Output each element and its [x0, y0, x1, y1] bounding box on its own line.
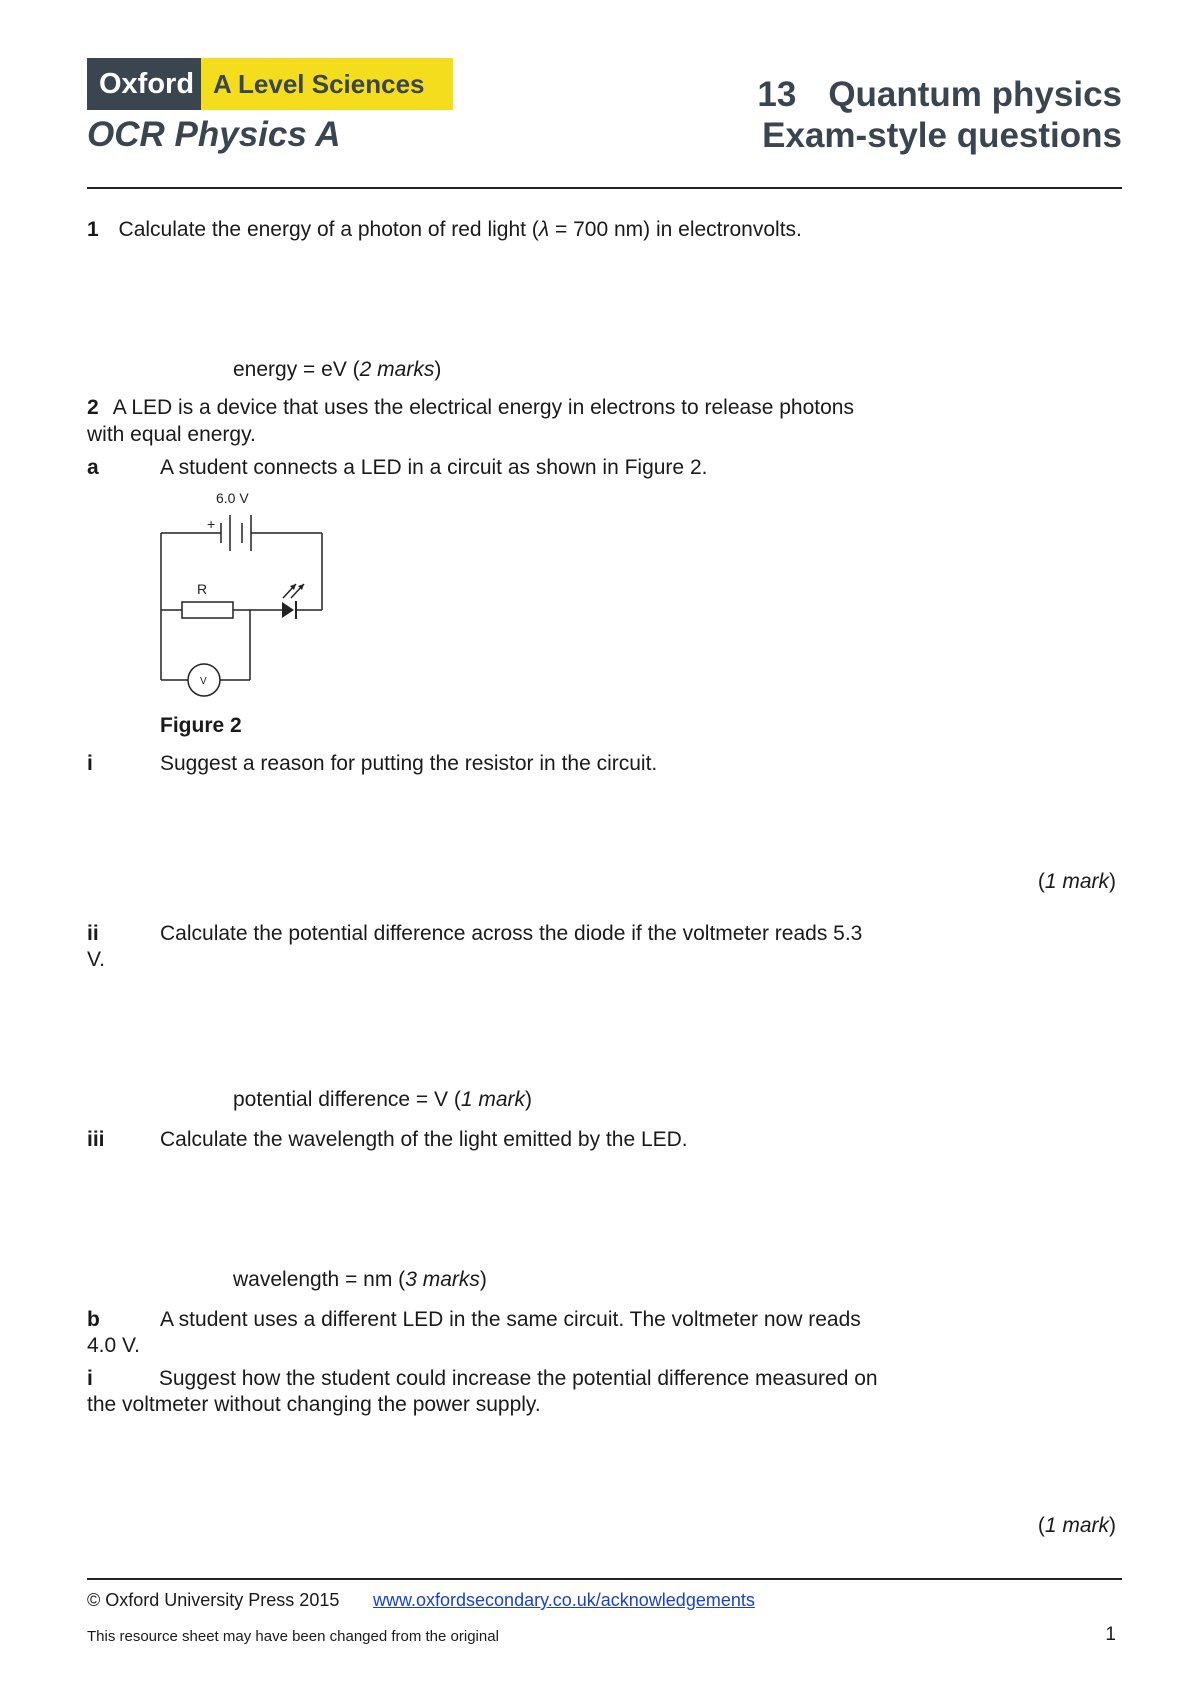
part-b-i-line2: the voltmeter without changing the power supply.: [87, 1393, 541, 1416]
resistor: [182, 602, 233, 618]
voltage-label: 6.0 V: [216, 490, 249, 506]
question-1-number: 1: [87, 218, 99, 241]
part-a-label: a: [87, 456, 99, 479]
answer-marks: 1 mark: [460, 1088, 526, 1111]
marks-close: ): [1109, 1514, 1116, 1537]
part-a-iii-text: Calculate the wavelength of the light emitted by the LED.: [160, 1128, 688, 1151]
logo-oxford-text: Oxford: [87, 58, 201, 110]
answer-close: ): [434, 358, 442, 381]
question-2-intro-line1: A LED is a device that uses the electrical energy in electrons to release photons: [112, 396, 854, 419]
question-1: [87, 216, 802, 243]
part-a-ii-answer-line: [233, 1086, 532, 1113]
header-divider: [87, 187, 1122, 189]
answer-marks: 2 marks: [359, 358, 435, 381]
part-b-i-marks: [1038, 1512, 1116, 1539]
led-diode: [282, 602, 294, 618]
marks-open: (: [1037, 1514, 1045, 1537]
footer-note: This resource sheet may have been changed from the original: [87, 1628, 499, 1645]
question-2-intro-line2: with equal energy.: [87, 423, 256, 446]
chapter-title: Quantum physics: [828, 75, 1122, 114]
chapter-number: 13: [757, 75, 797, 114]
answer-close: ): [479, 1268, 487, 1291]
subject-title: OCR Physics A: [87, 115, 341, 154]
logo-series-text: A Level Sciences: [201, 58, 453, 110]
footer-divider: [87, 1578, 1122, 1580]
answer-marks: 3 marks: [405, 1268, 480, 1291]
part-b-i-label: i: [87, 1367, 93, 1390]
marks-open: (: [1037, 870, 1045, 893]
resistor-label: R: [197, 581, 208, 597]
oxford-logo: [87, 58, 453, 110]
document-type: Exam-style questions: [762, 116, 1122, 155]
question-1-text-after: = 700 nm) in electronvolts.: [549, 218, 802, 241]
answer-label: energy = eV (: [233, 358, 360, 381]
part-a-ii-label: ii: [87, 922, 99, 945]
part-a-ii-line1: Calculate the potential difference across the diode if the voltmeter reads 5.3: [160, 922, 863, 945]
part-a: [87, 454, 99, 481]
question-2-intro: [87, 394, 967, 448]
answer-close: ): [525, 1088, 533, 1111]
acknowledgements-link[interactable]: www.oxfordsecondary.co.uk/acknowledgements: [373, 1590, 755, 1610]
part-b-i: [87, 1365, 878, 1392]
copyright-text: © Oxford University Press 2015: [87, 1590, 340, 1610]
part-b-line2: 4.0 V.: [87, 1334, 140, 1357]
question-1-text-before: Calculate the energy of a photon of red light (: [118, 218, 539, 241]
lambda-symbol: λ: [538, 218, 550, 241]
answer-label: wavelength = nm (: [233, 1268, 406, 1291]
marks-text: 1 mark: [1044, 1514, 1109, 1537]
part-a-i-label: i: [87, 752, 93, 775]
part-a-iii-answer-line: [233, 1266, 487, 1293]
question-1-answer-line: [233, 356, 441, 383]
page-number: 1: [1105, 1624, 1116, 1645]
circuit-diagram: [150, 485, 330, 705]
chapter-heading: [757, 75, 1122, 115]
answer-label: potential difference = V (: [233, 1088, 461, 1111]
part-b-label: b: [87, 1308, 100, 1331]
part-b-line1: A student uses a different LED in the same circuit. The voltmeter now reads: [160, 1308, 861, 1331]
marks-close: ): [1109, 870, 1116, 893]
part-a-iii-label: iii: [87, 1128, 105, 1151]
figure-caption: Figure 2: [160, 714, 242, 737]
voltmeter-label: V: [200, 676, 207, 687]
part-a-i-marks: [1038, 868, 1116, 895]
part-a-i-text: Suggest a reason for putting the resistor in the circuit.: [160, 752, 658, 775]
part-a-text: A student connects a LED in a circuit as shown in Figure 2.: [160, 456, 708, 479]
part-b-i-line1: Suggest how the student could increase the potential difference measured on: [158, 1367, 878, 1390]
part-a-ii-line2: V.: [87, 948, 105, 971]
question-2-number: 2: [87, 396, 99, 419]
marks-text: 1 mark: [1044, 870, 1109, 893]
plus-label: +: [207, 516, 216, 532]
